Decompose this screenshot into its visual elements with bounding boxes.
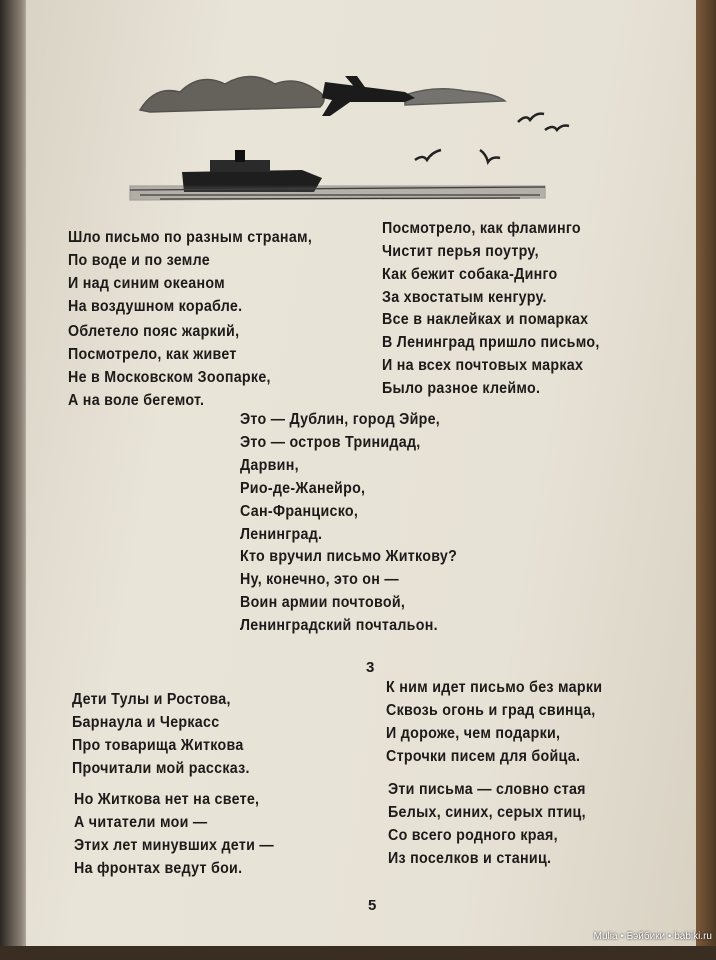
- poem-line: К ним идет письмо без марки: [386, 679, 603, 696]
- poem-line: На воздушном корабле.: [68, 298, 243, 315]
- poem-line: Чистит перья поутру,: [382, 243, 539, 260]
- poem-line: Из поселков и станиц.: [388, 850, 552, 867]
- stanza-center-1: [240, 408, 457, 546]
- airplane-icon: [322, 76, 415, 116]
- stanza-right-1: [382, 217, 598, 309]
- poem-line: Ленинградский почтальон.: [240, 617, 438, 634]
- poem-line: Но Житкова нет на свете,: [74, 791, 260, 808]
- stanza-right-2: [382, 308, 619, 400]
- poem-line: За хвостатым кенгуру.: [382, 289, 547, 306]
- poem-line: Рио-де-Жанейро,: [240, 480, 366, 497]
- stanza-right-4: [388, 778, 603, 870]
- illustration-plane-ship-birds: [0, 0, 716, 220]
- section-number: 3: [366, 659, 375, 676]
- poem-line: Шло письмо по разным странам,: [68, 229, 313, 246]
- poem-line: Воин армии почтовой,: [240, 594, 406, 611]
- poem-line: Не в Московском Зоопарке,: [68, 369, 271, 386]
- stanza-left-1: [68, 226, 333, 318]
- poem-line: Прочитали мой рассказ.: [72, 760, 250, 777]
- poem-line: Сквозь огонь и град свинца,: [386, 702, 596, 719]
- poem-line: И на всех почтовых марках: [382, 357, 584, 374]
- poem-line: Ну, конечно, это он —: [240, 571, 399, 588]
- page-number: 5: [368, 897, 377, 914]
- poem-line: Эти письма — словно стая: [388, 781, 586, 798]
- poem-line: Барнаула и Черкасс: [72, 714, 220, 731]
- sea: [130, 186, 545, 200]
- poem-line: Все в наклейках и помарках: [382, 311, 589, 328]
- poem-line: Посмотрело, как фламинго: [382, 220, 581, 237]
- stanza-left-3: [72, 688, 265, 780]
- poem-line: И дороже, чем подарки,: [386, 725, 561, 742]
- poem-line: Это — остров Тринидад,: [240, 434, 421, 451]
- poem-line: В Ленинград пришло письмо,: [382, 334, 600, 351]
- poem-line: А на воле бегемот.: [68, 392, 205, 409]
- poem-line: Белых, синих, серых птиц,: [388, 804, 586, 821]
- poem-line: Со всего родного края,: [388, 827, 558, 844]
- stanza-left-2: [68, 320, 288, 412]
- clouds: [140, 77, 505, 113]
- watermark: Mulia • Бэйбики • babiki.ru: [593, 931, 712, 942]
- poem-line: Ленинград.: [240, 526, 323, 543]
- poem-line: Этих лет минувших дети —: [74, 837, 274, 854]
- poem-line: И над синим океаном: [68, 275, 226, 292]
- poem-line: Дарвин,: [240, 457, 299, 474]
- poem-line: Как бежит собака-Динго: [382, 266, 558, 283]
- stanza-center-2: [240, 545, 476, 637]
- poem-line: Посмотрело, как живет: [68, 346, 237, 363]
- poem-line: Строчки писем для бойца.: [386, 748, 581, 765]
- poem-line: Было разное клеймо.: [382, 380, 541, 397]
- poem-line: По воде и по земле: [68, 252, 210, 269]
- stanza-left-4: [74, 788, 291, 880]
- poem-line: Это — Дублин, город Эйре,: [240, 411, 441, 428]
- birds-icon: [415, 114, 569, 162]
- page-bottom-edge: [0, 946, 716, 960]
- poem-line: Облетело пояс жаркий,: [68, 323, 240, 340]
- poem-line: Про товарища Житкова: [72, 737, 244, 754]
- stanza-right-3: [386, 676, 621, 768]
- poem-line: А читатели мои —: [74, 814, 208, 831]
- poem-line: Кто вручил письмо Житкову?: [240, 548, 458, 565]
- poem-line: Сан-Франциско,: [240, 503, 359, 520]
- poem-line: На фронтах ведут бои.: [74, 860, 243, 877]
- poem-line: Дети Тулы и Ростова,: [72, 691, 231, 708]
